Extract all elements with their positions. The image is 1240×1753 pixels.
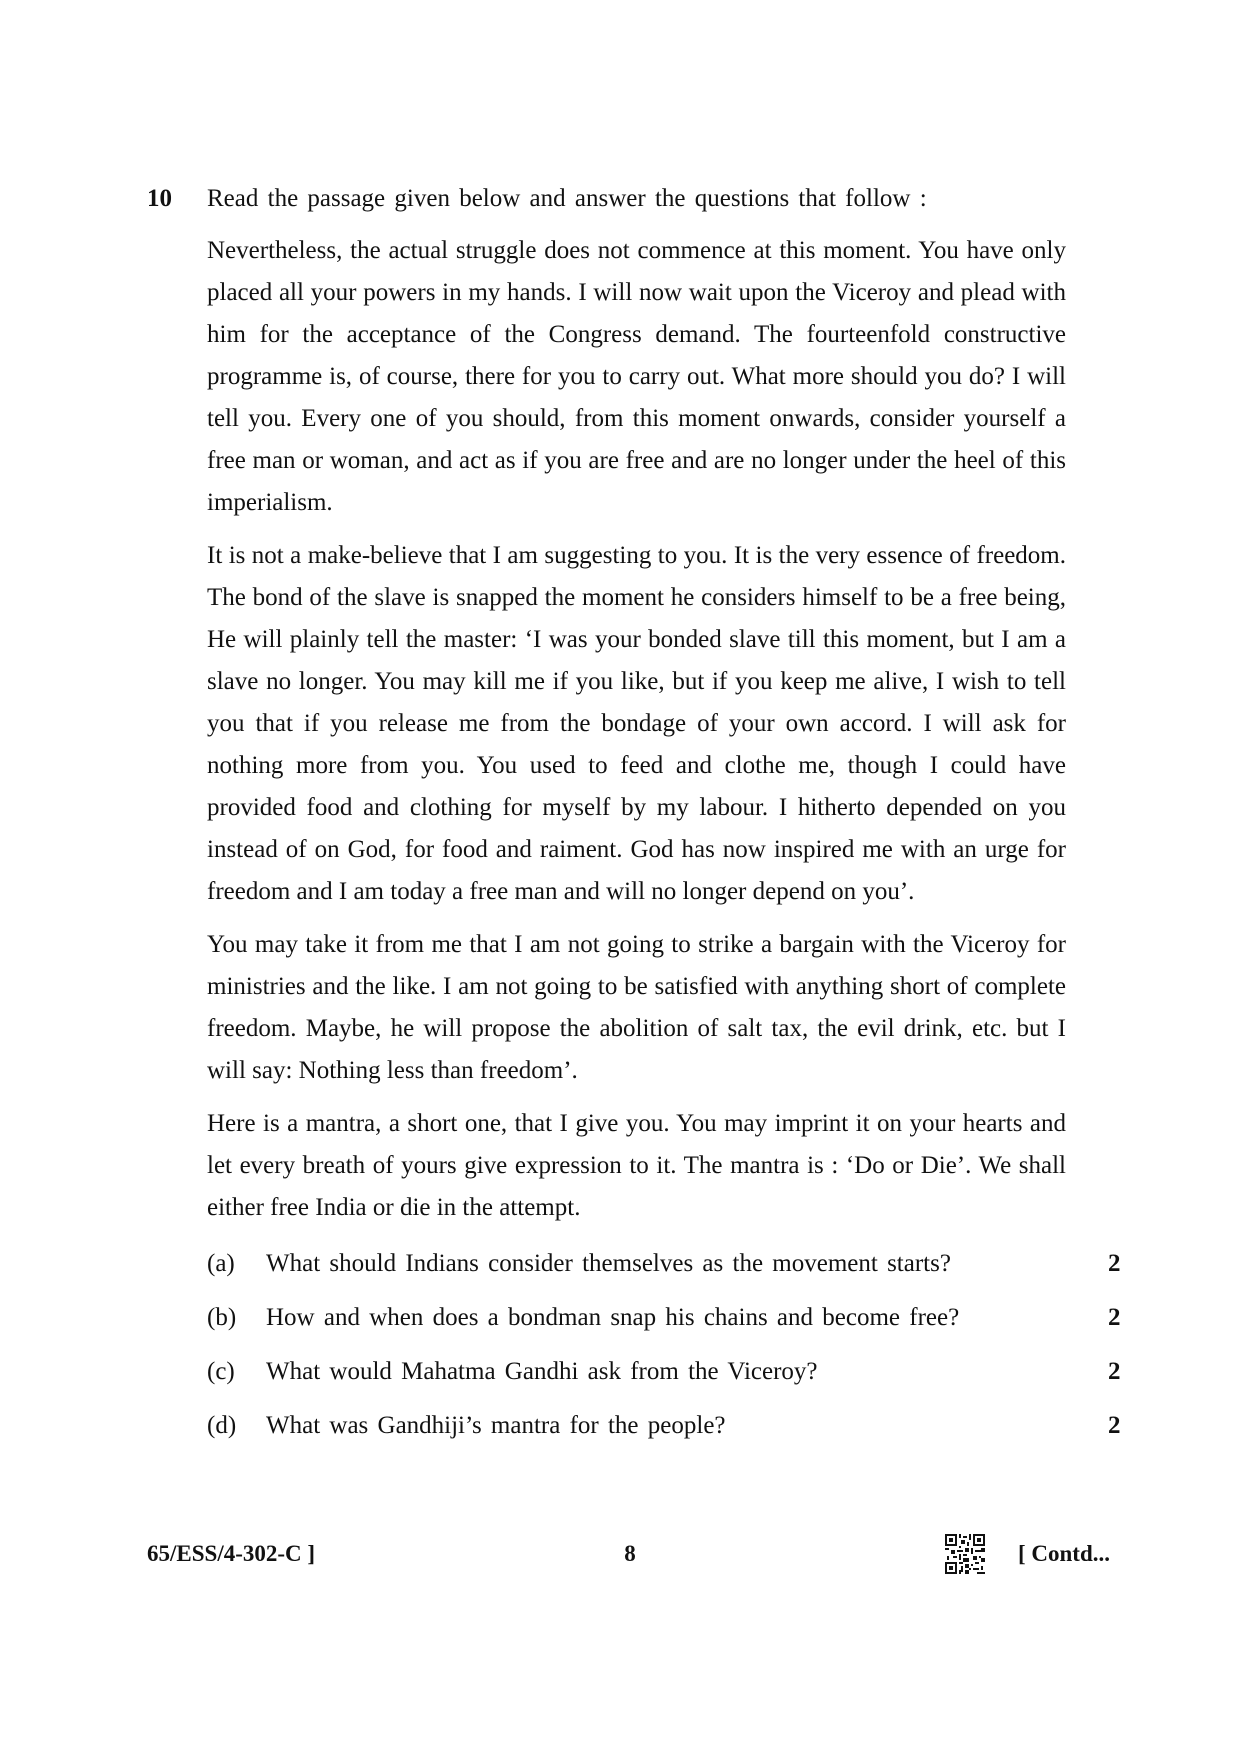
passage-paragraph-4: Here is a mantra, a short one, that I give you. You may imprint it on your hearts and let every breath of yours give expression to it. The mantra is : ‘Do or Die’. We shall either free India or die in the attempt. xyxy=(207,1110,1066,1221)
sub-question-marks: 2 xyxy=(1108,1358,1121,1385)
sub-question-text: What was Gandhiji’s mantra for the people? xyxy=(266,1412,726,1439)
sub-question-b xyxy=(207,1297,1121,1351)
passage-paragraph-1: Nevertheless, the actual struggle does not commence at this moment. You have only placed all your powers in my hands. I will now wait upon the Viceroy and plead with him for the acceptance of the Congress demand. The fourteenfold constructive programme is, of course, there for you to carry out. What more should you do? I will tell you. Every one of you should, from this moment onwards, consider yourself a free man or woman, and act as if you are free and are no longer under the heel of this imperialism. xyxy=(207,237,1066,516)
sub-question-text: What would Mahatma Gandhi ask from the Viceroy? xyxy=(266,1358,818,1385)
sub-question-d xyxy=(207,1405,1121,1459)
question-body xyxy=(207,178,1121,1459)
sub-question-text: How and when does a bondman snap his chains and become free? xyxy=(266,1304,960,1331)
question-instruction: Read the passage given below and answer the questions that follow : xyxy=(207,185,927,212)
paper-code: 65/ESS/4-302-C ] xyxy=(147,1541,316,1566)
sub-question-c xyxy=(207,1351,1121,1405)
sub-question-list xyxy=(207,1243,1121,1459)
sub-question-marks: 2 xyxy=(1108,1250,1121,1277)
sub-question-label: (a) xyxy=(207,1250,235,1277)
sub-question-label: (d) xyxy=(207,1412,237,1439)
sub-question-marks: 2 xyxy=(1108,1412,1121,1439)
question-number: 10 xyxy=(147,185,172,212)
sub-question-marks: 2 xyxy=(1108,1304,1121,1331)
qr-code-icon xyxy=(945,1534,985,1574)
continued-label: [ Contd... xyxy=(1018,1541,1111,1566)
passage-paragraph-3: You may take it from me that I am not going to strike a bargain with the Viceroy for ministries and the like. I am not going to be satisfied with anything short of complete freedom. Maybe, he will propose the abolition of salt tax, the evil drink, etc. but I will say: Nothing less than freedom’. xyxy=(207,931,1066,1084)
sub-question-text: What should Indians consider themselves as the movement starts? xyxy=(266,1250,951,1277)
sub-question-a xyxy=(207,1243,1121,1297)
page-number: 8 xyxy=(624,1541,636,1566)
passage-paragraph-2: It is not a make-believe that I am suggesting to you. It is the very essence of freedom. The bond of the slave is snapped the moment he considers himself to be a free being, He will plainly tell the master: ‘I was your bonded slave till this moment, but I am a slave no longer. You may kill me if you like, but if you keep me alive, I wish to tell you that if you release me from the bondage of your own accord. I will ask for nothing more from you. You used to feed and clothe me, though I could have provided food and clothing for myself by my labour. I hitherto depended on you instead of on God, for food and raiment. God has now inspired me with an urge for freedom and I am today a free man and will no longer depend on you’. xyxy=(207,542,1066,905)
sub-question-label: (b) xyxy=(207,1304,237,1331)
sub-question-label: (c) xyxy=(207,1358,235,1385)
